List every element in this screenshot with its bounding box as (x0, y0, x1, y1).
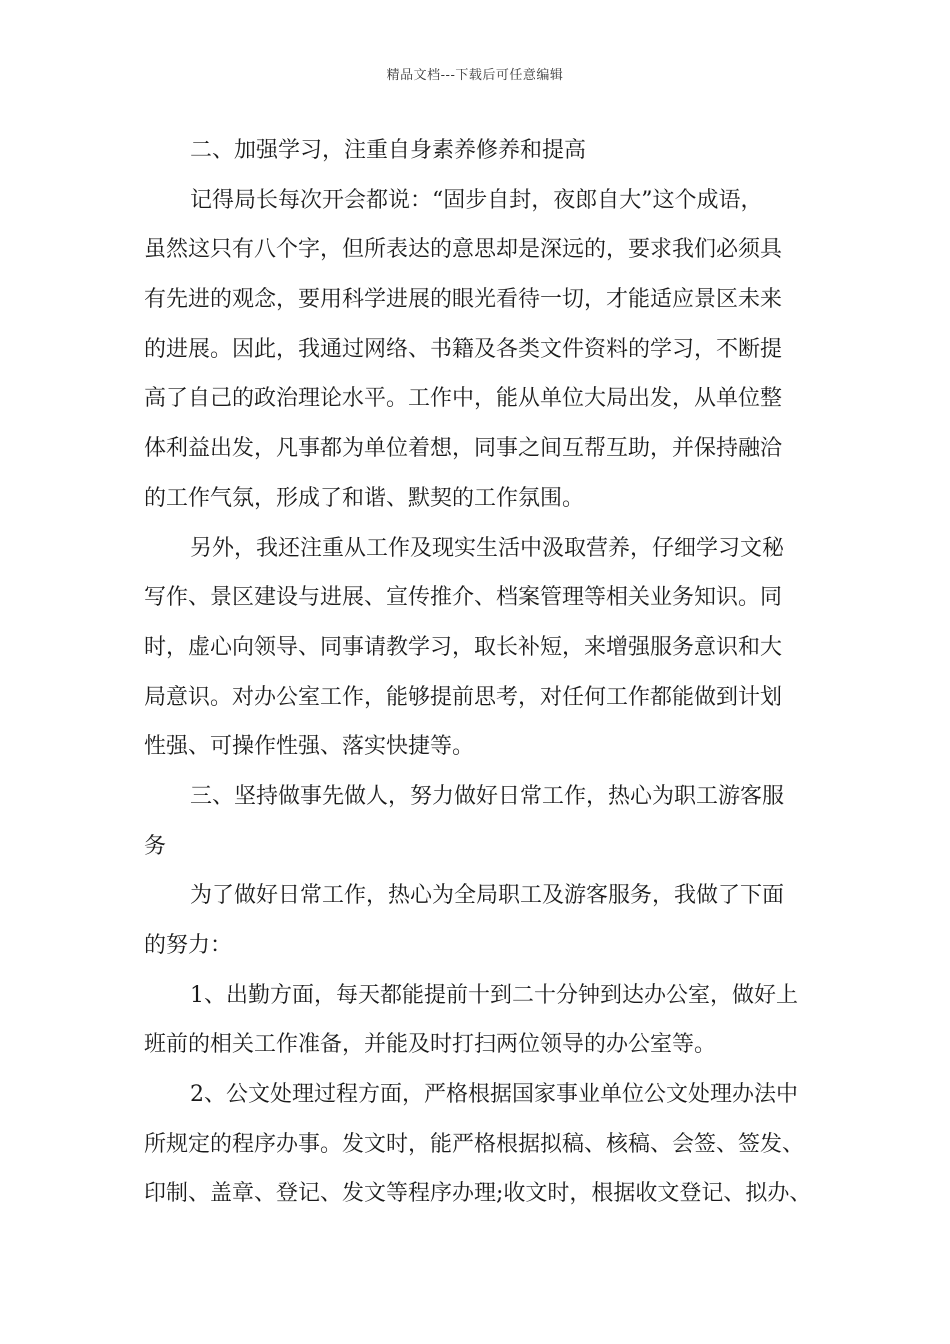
text-line: 体利益出发，凡事都为单位着想，同事之间互帮互助，并保持融洽 (144, 436, 783, 462)
paragraph-nutrition (144, 524, 824, 772)
text-line: 的努力： (144, 933, 233, 958)
text-line: 二、加强学习，注重自身素养修养和提高 (190, 138, 587, 163)
heading-section-two (144, 126, 824, 176)
text-line: 有先进的观念，要用科学进展的眼光看待一切，才能适应景区未来 (144, 287, 783, 313)
text-line: 为了做好日常工作，热心为全局职工及游客服务，我做了下面 (190, 883, 785, 909)
heading-section-three (144, 772, 824, 871)
text-line: 写作、景区建设与进展、宣传推介、档案管理等相关业务知识。同 (144, 585, 783, 611)
text-line: 的工作气氛，形成了和谐、默契的工作氛围。 (144, 485, 585, 511)
list-item-document-processing (144, 1070, 824, 1219)
paragraph-efforts (144, 871, 824, 970)
text-line: 班前的相关工作准备，并能及时打扫两位领导的办公室等。 (144, 1032, 717, 1058)
paragraph-study (144, 176, 824, 524)
document-body (144, 126, 824, 1219)
text-line: 2、公文处理过程方面，严格根据国家事业单位公文处理办法中 (190, 1082, 798, 1108)
text-line: 高了自己的政治理论水平。工作中，能从单位大局出发，从单位整 (144, 386, 783, 412)
text-line: 印制、盖章、登记、发文等程序办理;收文时，根据收文登记、拟办、 (144, 1181, 812, 1207)
text-line: 局意识。对办公室工作，能够提前思考，对任何工作都能做到计划 (144, 684, 783, 710)
list-item-attendance (144, 971, 824, 1070)
text-line: 记得局长每次开会都说：“固步自封，夜郎自大”这个成语， (190, 187, 763, 213)
page-header: 精品文档---下载后可任意编辑 (386, 68, 564, 83)
text-line: 虽然这只有八个字，但所表达的意思却是深远的，要求我们必须具 (144, 237, 783, 263)
text-line: 性强、可操作性强、落实快捷等。 (144, 734, 475, 760)
text-line: 所规定的程序办事。发文时，能严格根据拟稿、核稿、会签、签发、 (144, 1131, 805, 1157)
text-line: 务 (144, 833, 167, 859)
text-line: 的进展。因此，我通过网络、书籍及各类文件资料的学习，不断提 (144, 336, 783, 362)
text-line: 1、出勤方面，每天都能提前十到二十分钟到达办公室，做好上 (190, 982, 798, 1008)
text-line: 三、坚持做事先做人，努力做好日常工作，热心为职工游客服 (190, 783, 785, 809)
text-line: 另外，我还注重从工作及现实生活中汲取营养，仔细学习文秘 (190, 535, 785, 561)
text-line: 时，虚心向领导、同事请教学习，取长补短，来增强服务意识和大 (144, 634, 783, 660)
